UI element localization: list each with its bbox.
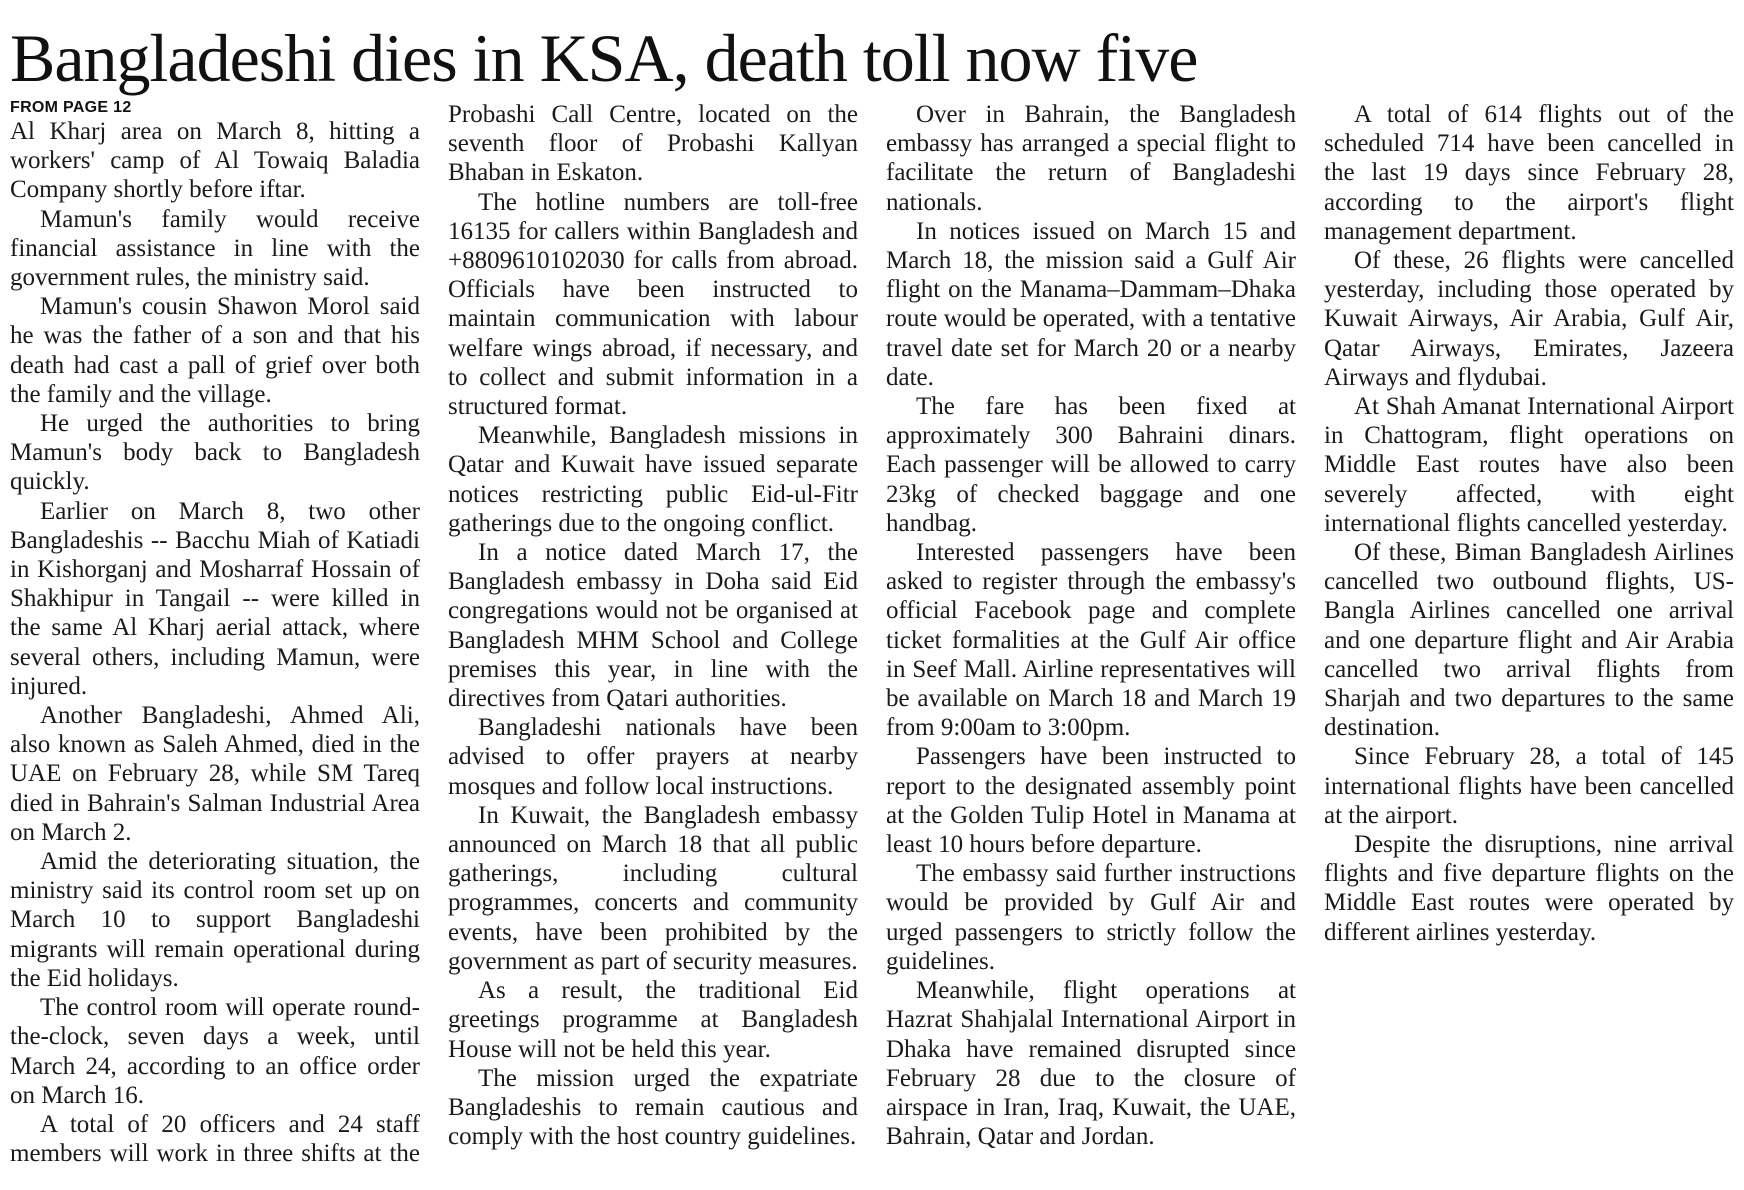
paragraph: The fare has been fixed at approximately 300 Bahraini dinars. Each passenger will be allowed to carry 23kg of checked baggage and one handbag. bbox=[886, 393, 1296, 537]
article-body bbox=[10, 100, 1734, 1185]
paragraph: In Kuwait, the Bangladesh embassy announced on March 18 that all public gatherings, including cultural programmes, concerts and community events, have been prohibited by the government as part of security measures. bbox=[448, 801, 858, 975]
paragraph: Despite the disruptions, nine arrival flights and five departure flights on the Middle East routes were operated by different airlines yesterday. bbox=[1324, 831, 1734, 946]
paragraph: Over in Bahrain, the Bangladesh embassy has arranged a special flight to facilitate the return of Bangladeshi nationals. bbox=[886, 101, 1296, 216]
paragraph: The control room will operate round-the-clock, seven days a week, until March 24, according to an office order on March 16. bbox=[10, 994, 420, 1109]
paragraph: Al Kharj area on March 8, hitting a workers' camp of Al Towaiq Baladia Company shortly before iftar. bbox=[10, 118, 420, 204]
paragraph: A total of 20 officers and 24 staff members will work in three shifts at the Probashi Call Centre, located on the seventh floor of Probashi Kallyan Bhaban in Eskaton. bbox=[10, 101, 858, 1168]
paragraph: In notices issued on March 15 and March 18, the mission said a Gulf Air flight on the Manama–Dammam–Dhaka route would be operated, with a tentative travel date set for March 20 or a nearby date. bbox=[886, 217, 1296, 391]
paragraph: Another Bangladeshi, Ahmed Ali, also known as Saleh Ahmed, died in the UAE on February 28, while SM Tareq died in Bahrain's Salman Industrial Area on March 2. bbox=[10, 702, 420, 846]
paragraph: He urged the authorities to bring Mamun's body back to Bangladesh quickly. bbox=[10, 410, 420, 496]
paragraph: As a result, the traditional Eid greetings programme at Bangladesh House will not be held this year. bbox=[448, 977, 858, 1063]
paragraph: In a notice dated March 17, the Bangladesh embassy in Doha said Eid congregations would not be organised at Bangladesh MHM School and College premises this year, in line with the directives from Qatari authorities. bbox=[448, 539, 858, 713]
paragraph: Amid the deteriorating situation, the ministry said its control room set up on March 10 to support Bangladeshi migrants will remain operational during the Eid holidays. bbox=[10, 848, 420, 992]
paragraph: Passengers have been instructed to report to the designated assembly point at the Golden Tulip Hotel in Manama at least 10 hours before departure. bbox=[886, 743, 1296, 859]
paragraph: Bangladeshi nationals have been advised to offer prayers at nearby mosques and follow local instructions. bbox=[448, 714, 858, 800]
paragraph: Meanwhile, flight operations at Hazrat Shahjalal International Airport in Dhaka have remained disrupted since February 28 due to the closure of airspace in Iran, Iraq, Kuwait, the UAE, Bahrain, Qatar and Jordan. bbox=[886, 977, 1296, 1151]
paragraph: A total of 614 flights out of the scheduled 714 have been cancelled in the last 19 days since February 28, according to the airport's flight management department. bbox=[1324, 101, 1734, 245]
paragraph: The hotline numbers are toll-free 16135 for callers within Bangladesh and +8809610102030 for calls from abroad. Officials have been instructed to maintain communication with labour welfare wings abroad, if necessary, and to collect and submit information in a structured format. bbox=[448, 188, 858, 421]
paragraph: At Shah Amanat International Airport in Chattogram, flight operations on Middle East routes have also been severely affected, with eight international flights cancelled yesterday. bbox=[1324, 393, 1734, 537]
paragraph: Meanwhile, Bangladesh missions in Qatar and Kuwait have issued separate notices restricting public Eid-ul-Fitr gatherings due to the ongoing conflict. bbox=[448, 422, 858, 537]
headline: Bangladeshi dies in KSA, death toll now five bbox=[10, 20, 1198, 96]
paragraph: The mission urged the expatriate Bangladeshis to remain cautious and comply with the host country guidelines. bbox=[448, 1064, 858, 1151]
paragraph: Of these, 26 flights were cancelled yesterday, including those operated by Kuwait Airways, Air Arabia, Gulf Air, Qatar Airways, Emirates, Jazeera Airways and flydubai. bbox=[1324, 247, 1734, 391]
paragraph: Since February 28, a total of 145 international flights have been cancelled at the airport. bbox=[1324, 743, 1734, 829]
paragraph: Earlier on March 8, two other Bangladeshis -- Bacchu Miah of Katiadi in Kishorganj and Mosharraf Hossain of Shakhipur in Tangail -- were killed in the same Al Kharj aerial attack, where several others, including Mamun, were injured. bbox=[10, 497, 420, 700]
paragraph: Mamun's cousin Shawon Morol said he was the father of a son and that his death had cast a pall of grief over both the family and the village. bbox=[10, 293, 420, 408]
paragraph: Mamun's family would receive financial assistance in line with the government rules, the ministry said. bbox=[10, 205, 420, 292]
jump-line: FROM PAGE 12 bbox=[10, 99, 132, 116]
paragraph: The embassy said further instructions would be provided by Gulf Air and urged passengers to strictly follow the guidelines. bbox=[886, 860, 1296, 975]
paragraph: Interested passengers have been asked to register through the embassy's official Facebook page and complete ticket formalities at the Gulf Air office in Seef Mall. Airline representatives will be available on March 18 and March 19 from 9:00am to 3:00pm. bbox=[886, 539, 1296, 742]
paragraph: Of these, Biman Bangladesh Airlines cancelled two outbound flights, US-Bangla Airlines cancelled one arrival and one departure flight and Air Arabia cancelled two arrival flights from Sharjah and two departures to the same destination. bbox=[1324, 539, 1734, 742]
